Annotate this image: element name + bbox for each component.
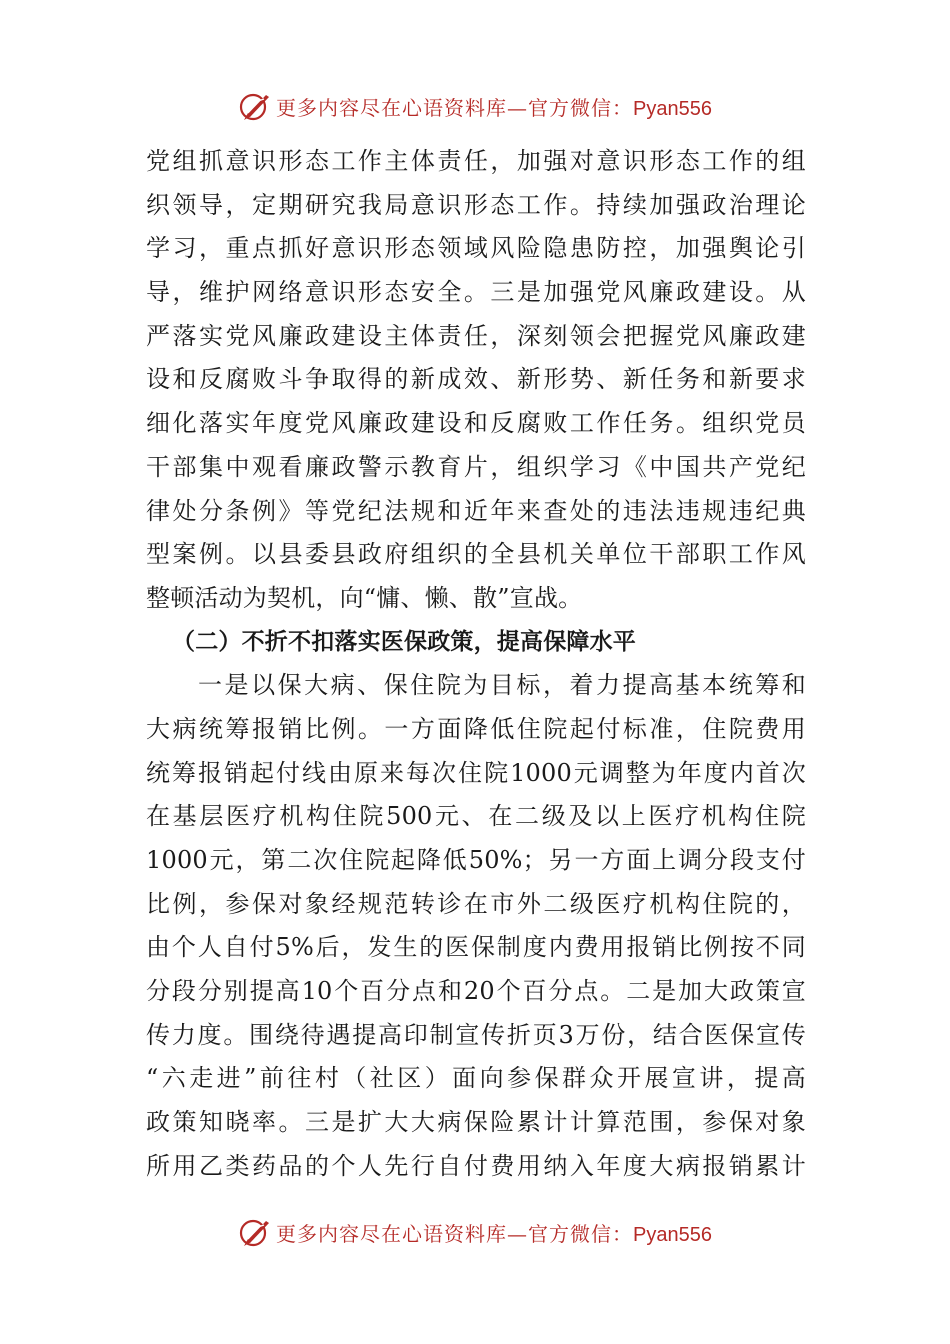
- body-line: 传力度。围绕待遇提高印制宣传折页3万份，结合医保宣传: [146, 1020, 806, 1049]
- body-line: 所用乙类药品的个人先行自付费用纳入年度大病报销累计: [146, 1151, 806, 1180]
- body-line: 学习，重点抓好意识形态领域风险隐患防控，加强舆论引: [146, 234, 806, 263]
- body-line: 律处分条例》等党纪法规和近年来查处的违法违规违纪典: [146, 496, 806, 525]
- body-line: 1000元，第二次住院起降低50%；另一方面上调分段支付: [146, 846, 806, 874]
- header-watermark: [0, 86, 950, 126]
- quill-logo-icon: [238, 89, 272, 123]
- body-line: 一是以保大病、保住院为目标，着力提高基本统筹和: [198, 671, 806, 700]
- body-line: 导，维护网络意识形态安全。三是加强党风廉政建设。从: [146, 278, 806, 307]
- watermark-text: [276, 92, 712, 121]
- body-line: 分段分别提高10个百分点和20个百分点。二是加大政策宣: [146, 977, 806, 1006]
- body-line: 干部集中观看廉政警示教育片，组织学习《中国共产党纪: [146, 452, 806, 481]
- body-line: 在基层医疗机构住院500元、在二级及以上医疗机构住院: [146, 802, 806, 831]
- document-body: [146, 140, 806, 1189]
- body-line: 政策知晓率。三是扩大大病保险累计计算范围，参保对象: [146, 1108, 806, 1137]
- body-line: 由个人自付5%后，发生的医保制度内费用报销比例按不同: [146, 933, 806, 962]
- body-line: 型案例。以县委县政府组织的全县机关单位干部职工作风: [146, 540, 806, 569]
- body-line: 严落实党风廉政建设主体责任，深刻领会把握党风廉政建: [146, 321, 806, 350]
- body-line: 比例，参保对象经规范转诊在市外二级医疗机构住院的，: [146, 889, 806, 918]
- body-line: 党组抓意识形态工作主体责任，加强对意识形态工作的组: [146, 147, 806, 175]
- body-line: 大病统筹报销比例。一方面降低住院起付标准，住院费用: [146, 714, 806, 743]
- body-line: 设和反腐败斗争取得的新成效、新形势、新任务和新要求: [146, 365, 806, 394]
- body-line: 整顿活动为契机，向“慵、懒、散”宣战。: [146, 583, 583, 612]
- body-line: 织领导，定期研究我局意识形态工作。持续加强政治理论: [146, 190, 806, 219]
- footer-watermark: [0, 1212, 950, 1252]
- watermark-wechat-id: Pyan556: [633, 97, 712, 120]
- watermark-text: [276, 1218, 712, 1247]
- watermark-wechat-id: Pyan556: [633, 1223, 712, 1246]
- watermark-text-cn: 更多内容尽在心语资料库—官方微信：: [276, 1221, 634, 1246]
- body-line: 统筹报销起付线由原来每次住院1000元调整为年度内首次: [146, 758, 806, 787]
- section-heading: （二）不折不扣落实医保政策，提高保障水平: [172, 628, 636, 655]
- watermark-text-cn: 更多内容尽在心语资料库—官方微信：: [276, 95, 634, 120]
- body-line: “六走进”前往村（社区）面向参保群众开展宣讲，提高: [146, 1064, 806, 1093]
- quill-logo-icon: [238, 1215, 272, 1249]
- body-line: 细化落实年度党风廉政建设和反腐败工作任务。组织党员: [146, 409, 806, 438]
